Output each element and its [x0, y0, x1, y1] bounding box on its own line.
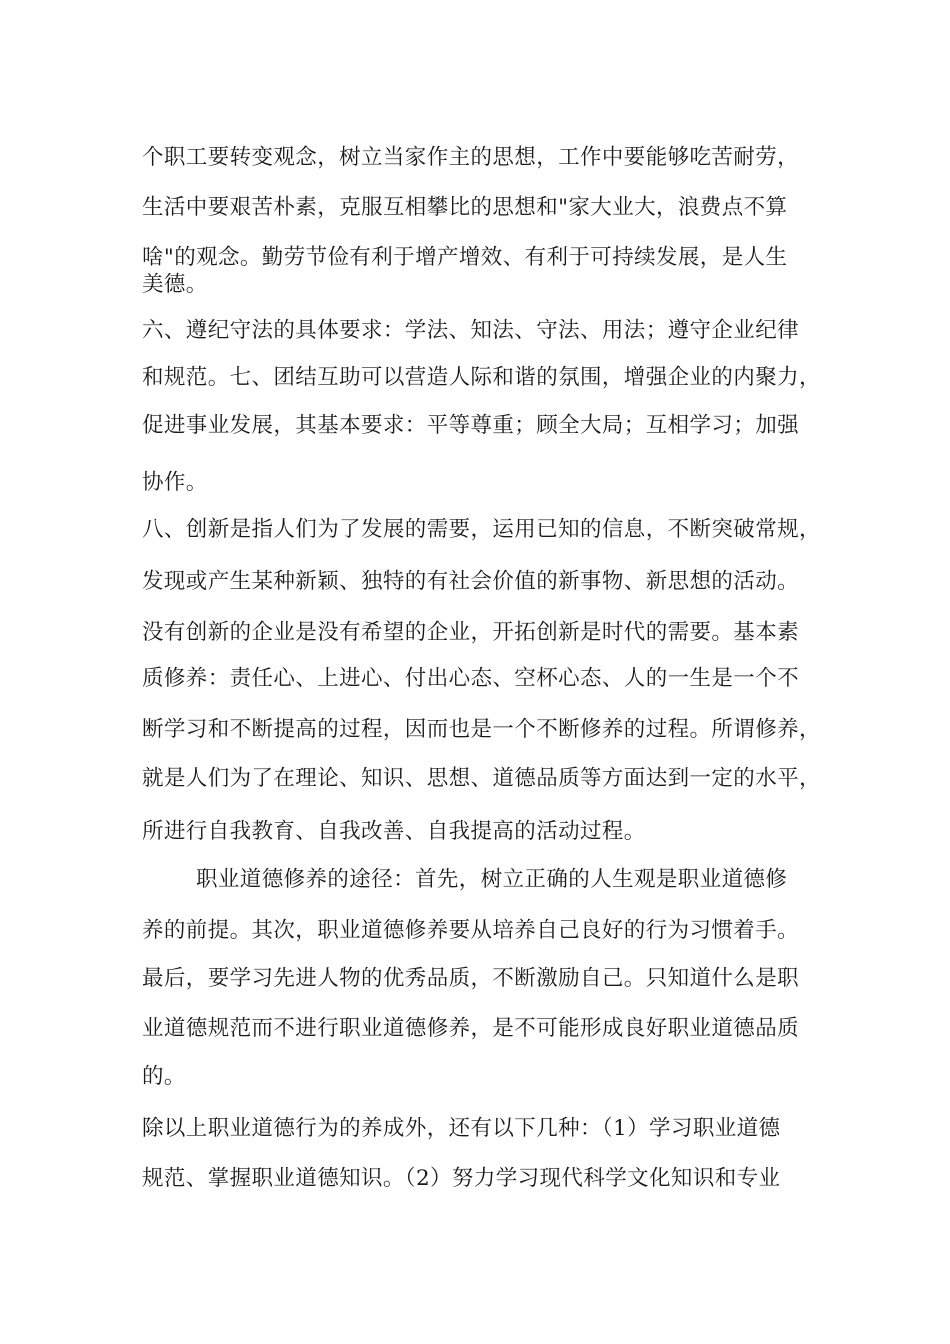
text-line: 发现或产生某种新颖、独特的有社会价值的新事物、新思想的活动。: [142, 569, 800, 594]
text-line: 促进事业发展，其基本要求：平等尊重；顾全大局；互相学习；加强: [142, 413, 800, 438]
text-line: 协作。: [142, 470, 208, 495]
text-line: 最后，要学习先进人物的优秀品质，不断激励自己。只知道什么是职: [142, 966, 800, 991]
text-line: 生活中要艰苦朴素，克服互相攀比的思想和"家大业大，浪费点不算: [142, 195, 788, 220]
text-line: 啥"的观念。勤劳节俭有利于增产增效、有利于可持续发展，是人生: [142, 245, 788, 270]
text-line: 个职工要转变观念，树立当家作主的思想，工作中要能够吃苦耐劳，: [142, 145, 800, 170]
text-line: 没有创新的企业是没有希望的企业，开拓创新是时代的需要。基本素: [142, 620, 800, 645]
text-line: 质修养：责任心、上进心、付出心态、空杯心态、人的一生是一个不: [142, 666, 800, 691]
text-line: 就是人们为了在理论、知识、思想、道德品质等方面达到一定的水平，: [142, 766, 821, 791]
text-line: 美德。: [142, 272, 208, 297]
text-line: 职业道德修养的途径：首先，树立正确的人生观是职业道德修: [196, 867, 788, 892]
text-line: 的。: [142, 1064, 186, 1089]
text-line: 六、遵纪守法的具体要求：学法、知法、守法、用法；遵守企业纪律: [142, 318, 800, 343]
text-line: 规范、掌握职业道德知识。（2）努力学习现代科学文化知识和专业: [142, 1166, 781, 1191]
text-line: 八、创新是指人们为了发展的需要，运用已知的信息，不断突破常规，: [142, 517, 821, 542]
text-line: 和规范。七、团结互助可以营造人际和谐的氛围，增强企业的内聚力，: [142, 365, 821, 390]
text-line: 养的前提。其次，职业道德修养要从培养自己良好的行为习惯着手。: [142, 918, 800, 943]
text-line: 所进行自我教育、自我改善、自我提高的活动过程。: [142, 819, 646, 844]
text-line: 除以上职业道德行为的养成外，还有以下几种：（1）学习职业道德: [142, 1116, 781, 1141]
text-line: 断学习和不断提高的过程，因而也是一个不断修养的过程。所谓修养，: [142, 717, 821, 742]
text-line: 业道德规范而不进行职业道德修养，是不可能形成良好职业道德品质: [142, 1016, 800, 1041]
